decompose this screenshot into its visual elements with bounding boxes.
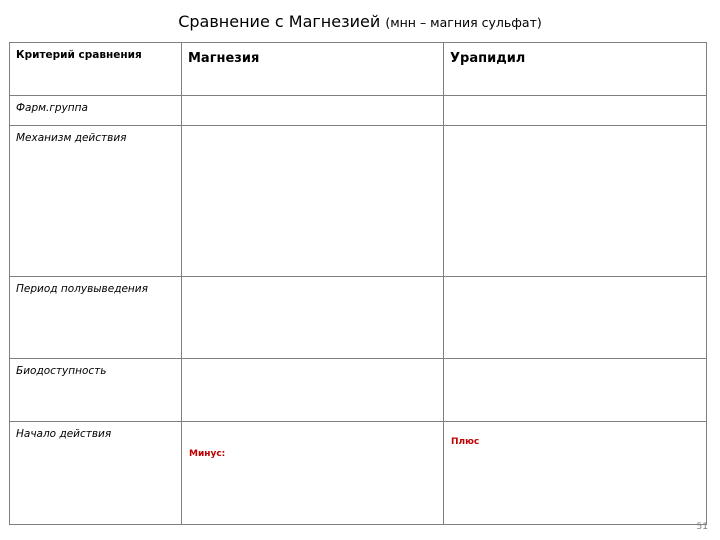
table-row bbox=[10, 277, 707, 359]
row-label-cell bbox=[10, 126, 182, 277]
magnesia-cell bbox=[182, 96, 444, 126]
magnesia-cell bbox=[182, 422, 444, 525]
magnesia-cell bbox=[182, 126, 444, 277]
header-urapidil-label: Урапидил bbox=[450, 51, 526, 66]
table-header-row bbox=[10, 43, 707, 96]
row-label-cell bbox=[10, 96, 182, 126]
magnesia-cell bbox=[182, 359, 444, 422]
row-label-pharm-group: Фарм.группа bbox=[16, 102, 88, 114]
header-criterion-label: Критерий сравнения bbox=[16, 49, 142, 61]
row-label-cell bbox=[10, 277, 182, 359]
slide-number: 51 bbox=[696, 522, 708, 532]
table-row bbox=[10, 96, 707, 126]
plus-note: Плюс bbox=[451, 437, 480, 447]
table-row bbox=[10, 359, 707, 422]
table-row bbox=[10, 126, 707, 277]
comparison-table bbox=[9, 42, 707, 525]
row-label-bioavailability: Биодоступность bbox=[16, 365, 107, 377]
magnesia-cell bbox=[182, 277, 444, 359]
header-cell-magnesia bbox=[182, 43, 444, 96]
slide-title bbox=[0, 12, 720, 31]
header-cell-urapidil bbox=[444, 43, 707, 96]
minus-note: Минус: bbox=[189, 449, 226, 459]
urapidil-cell bbox=[444, 126, 707, 277]
slide-title-subtitle: (мнн – магния сульфат) bbox=[385, 15, 542, 30]
header-magnesia-label: Магнезия bbox=[188, 51, 260, 66]
slide-title-main: Сравнение с Магнезией bbox=[178, 12, 381, 31]
row-label-onset: Начало действия bbox=[16, 428, 112, 440]
table-row bbox=[10, 422, 707, 525]
urapidil-cell bbox=[444, 422, 707, 525]
row-label-cell bbox=[10, 422, 182, 525]
row-label-mechanism: Механизм действия bbox=[16, 132, 127, 144]
urapidil-cell bbox=[444, 96, 707, 126]
urapidil-cell bbox=[444, 277, 707, 359]
row-label-cell bbox=[10, 359, 182, 422]
row-label-half-life: Период полувыведения bbox=[16, 283, 148, 295]
urapidil-cell bbox=[444, 359, 707, 422]
header-cell-criterion bbox=[10, 43, 182, 96]
